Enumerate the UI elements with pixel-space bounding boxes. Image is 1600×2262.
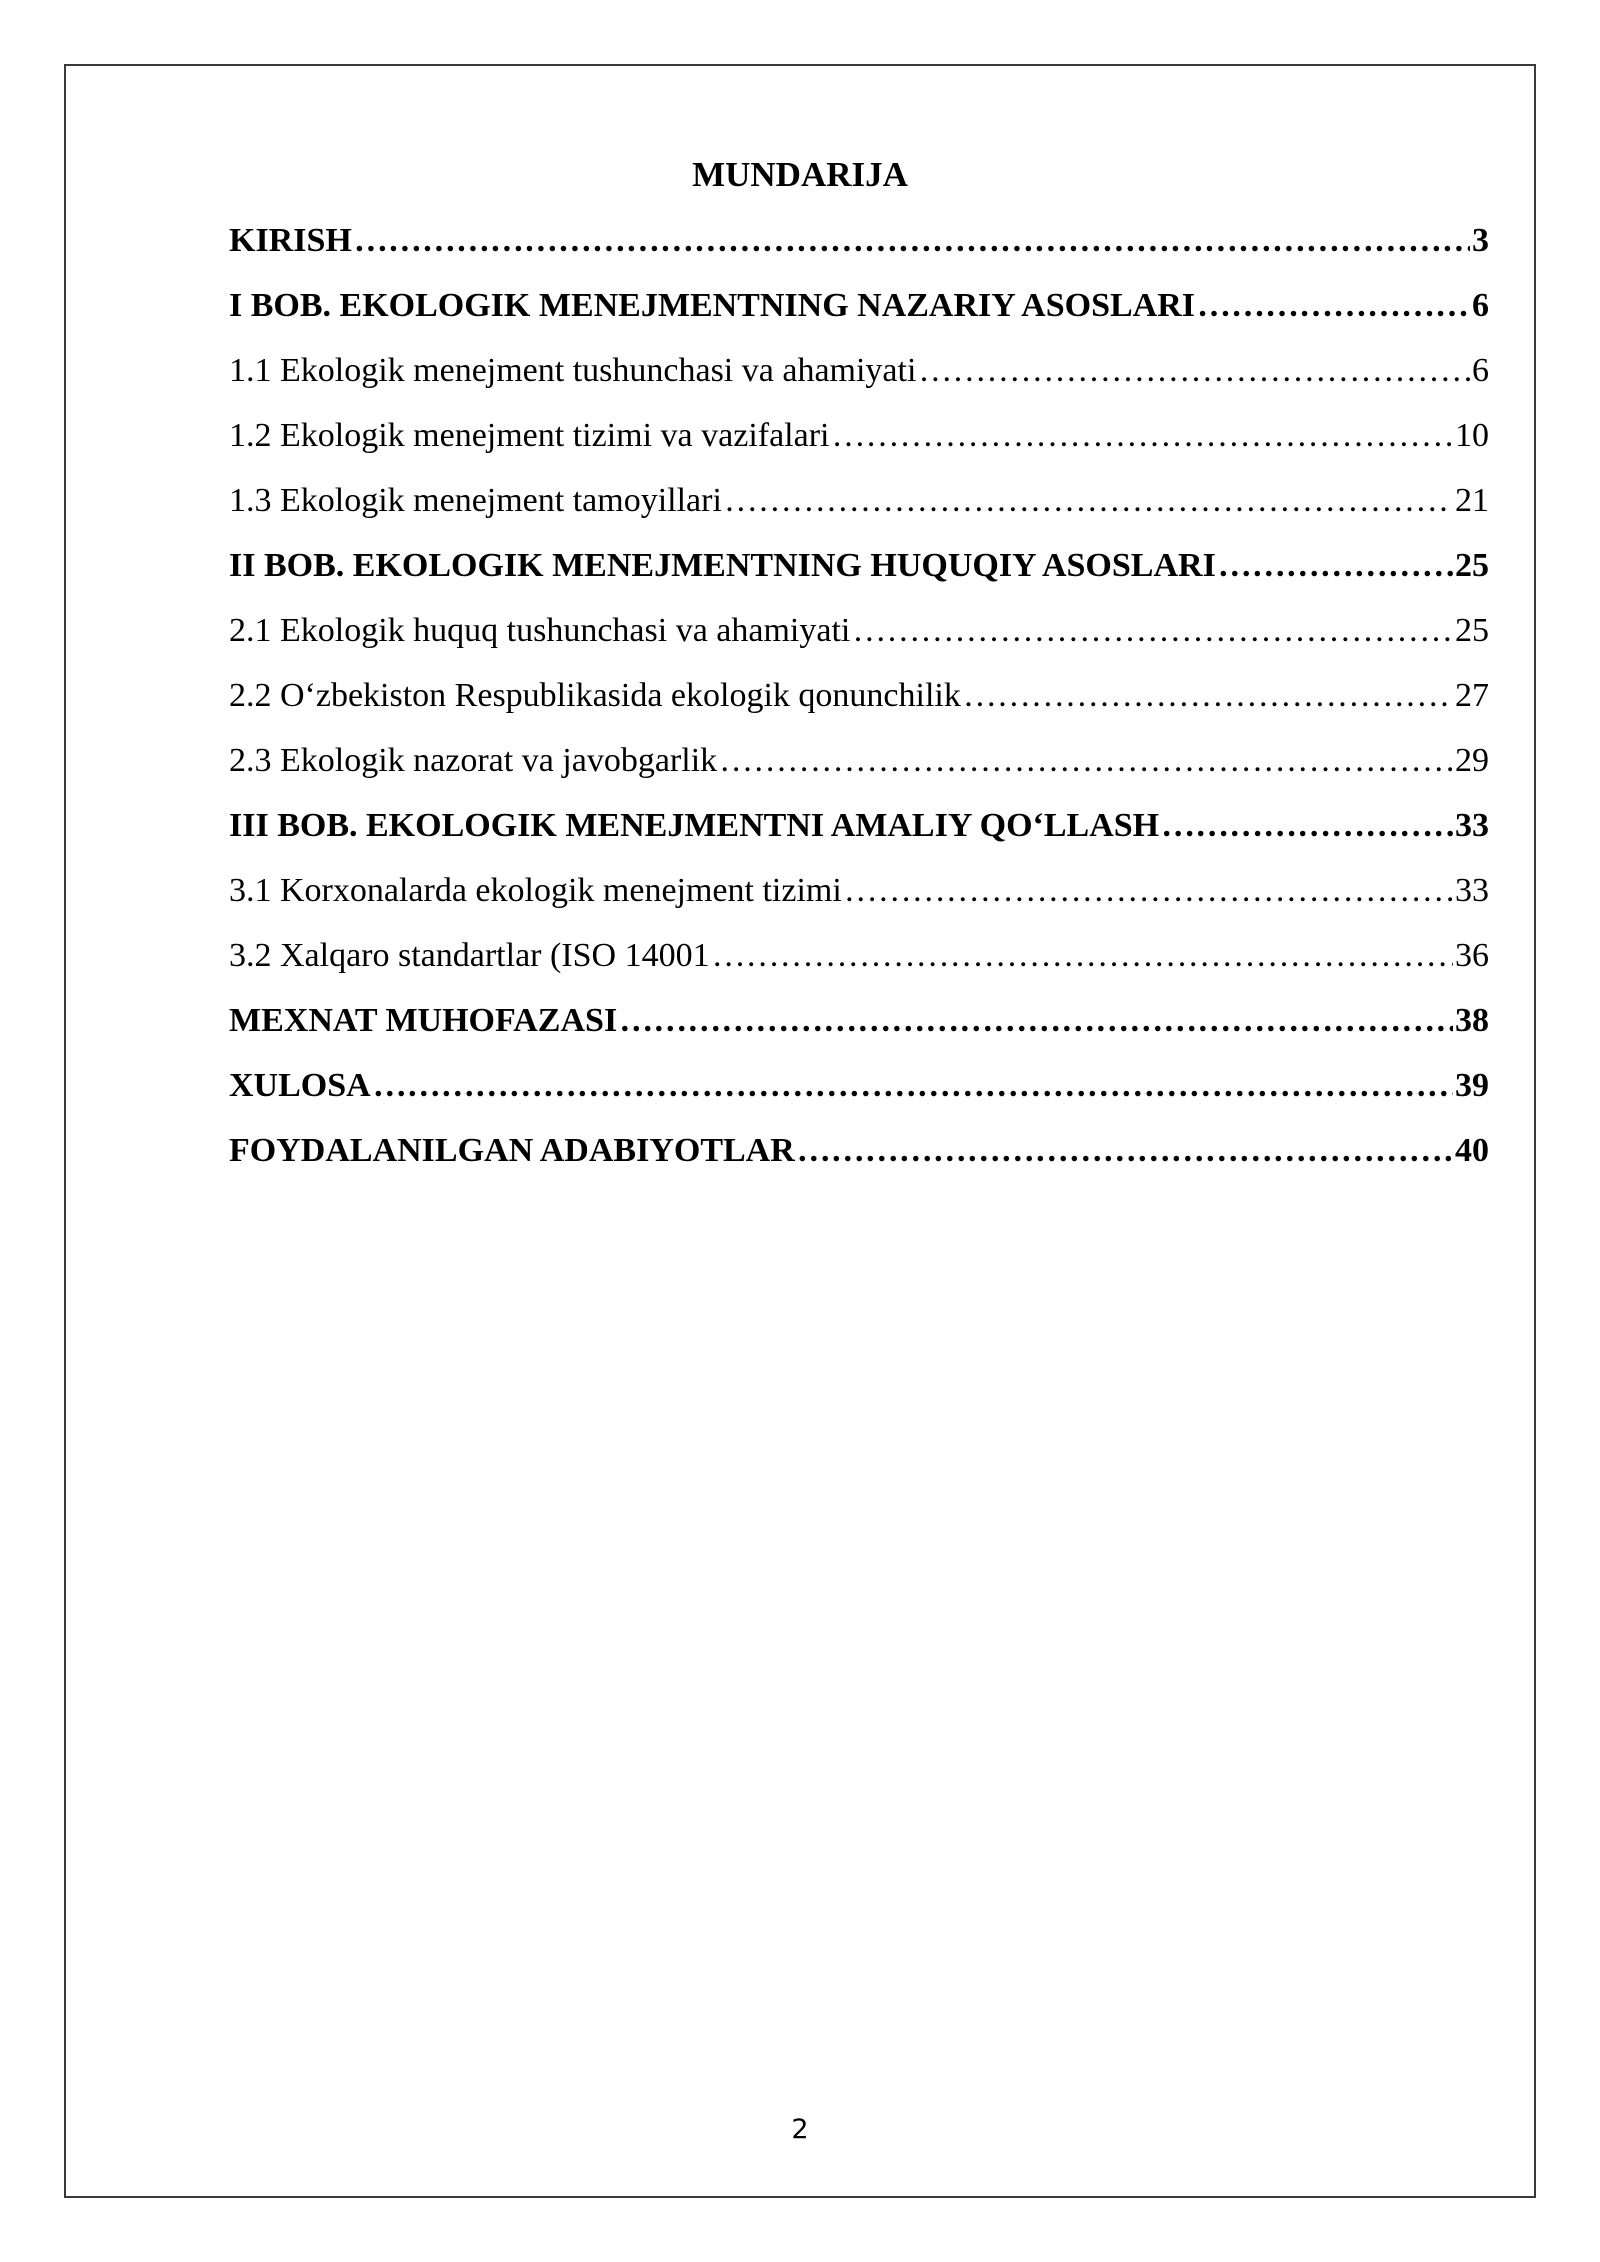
dot-leader: [1218, 538, 1453, 593]
toc-entry-label: 1.1 Ekologik menejment tushunchasi va ahamiyati: [229, 352, 917, 389]
toc-entry-label: 2.3 Ekologik nazorat va javobgarlik: [229, 742, 718, 779]
toc-entry-page: 29: [1455, 742, 1489, 779]
toc-entry-page: 10: [1455, 417, 1489, 454]
toc-entry-page: 33: [1455, 807, 1489, 844]
dot-leader: [373, 1058, 1453, 1113]
toc-entry-label: XULOSA: [229, 1067, 371, 1104]
toc-entry-page: 36: [1455, 937, 1489, 974]
toc-entry-chapter-1[interactable]: [229, 278, 1489, 343]
page-number: 2: [791, 2114, 809, 2145]
toc-entry-page: 27: [1455, 677, 1489, 714]
dot-leader: [354, 213, 1470, 268]
toc-entry-label: FOYDALANILGAN ADABIYOTLAR: [229, 1132, 795, 1169]
toc-entry-page: 6: [1472, 352, 1489, 389]
dot-leader: [797, 1123, 1453, 1178]
toc-entry-page: 33: [1455, 872, 1489, 909]
toc-entry-section-3-2[interactable]: [229, 928, 1489, 993]
toc-entry-page: 39: [1455, 1067, 1489, 1104]
toc-entry-label: 1.2 Ekologik menejment tizimi va vazifalari: [229, 417, 830, 454]
dot-leader: [852, 603, 1453, 658]
toc-entry-label: KIRISH: [229, 222, 352, 259]
toc-entry-page: 25: [1455, 547, 1489, 584]
toc-entry-chapter-3[interactable]: [229, 798, 1489, 863]
toc-entry-page: 21: [1455, 482, 1489, 519]
toc-entry-chapter-2[interactable]: [229, 538, 1489, 603]
toc-entry-label: 3.2 Xalqaro standartlar (ISO 14001: [229, 937, 710, 974]
toc-entry-label: 2.1 Ekologik huquq tushunchasi va ahamiyati: [229, 612, 851, 649]
toc-entry-section-1-2[interactable]: [229, 408, 1489, 473]
dot-leader: [963, 668, 1453, 723]
dot-leader: [1161, 798, 1453, 853]
toc-entry-section-3-1[interactable]: [229, 863, 1489, 928]
toc-entry-section-2-1[interactable]: [229, 603, 1489, 668]
dot-leader: [724, 473, 1453, 528]
toc-entry-mexnat-muhofazasi[interactable]: [229, 993, 1489, 1058]
toc-entry-kirish[interactable]: [229, 213, 1489, 278]
toc-entry-label: 3.1 Korxonalarda ekologik menejment tizimi: [229, 872, 842, 909]
toc-entry-page: 3: [1472, 222, 1489, 259]
toc-title: MUNDARIJA: [692, 155, 908, 194]
toc-entry-label: MEXNAT MUHOFAZASI: [229, 1002, 618, 1039]
toc-entry-page: 38: [1455, 1002, 1489, 1039]
dot-leader: [1197, 278, 1470, 333]
toc-entry-page: 6: [1472, 287, 1489, 324]
toc-entry-section-2-3[interactable]: [229, 733, 1489, 798]
dot-leader: [712, 928, 1453, 983]
dot-leader: [918, 343, 1470, 398]
toc-entry-foydalanilgan-adabiyotlar[interactable]: [229, 1123, 1489, 1188]
table-of-contents: [229, 213, 1489, 1188]
dot-leader: [831, 408, 1453, 463]
dot-leader: [619, 993, 1453, 1048]
toc-entry-page: 40: [1455, 1132, 1489, 1169]
toc-entry-section-1-1[interactable]: [229, 343, 1489, 408]
toc-entry-xulosa[interactable]: [229, 1058, 1489, 1123]
dot-leader: [844, 863, 1453, 918]
dot-leader: [719, 733, 1453, 788]
toc-entry-label: 2.2 O‘zbekiston Respublikasida ekologik qonunchilik: [229, 677, 961, 714]
toc-entry-label: I BOB. EKOLOGIK MENEJMENTNING NAZARIY ASOSLARI: [229, 287, 1196, 324]
toc-entry-page: 25: [1455, 612, 1489, 649]
toc-entry-label: 1.3 Ekologik menejment tamoyillari: [229, 482, 722, 519]
toc-entry-section-1-3[interactable]: [229, 473, 1489, 538]
toc-entry-section-2-2[interactable]: [229, 668, 1489, 733]
toc-entry-label: III BOB. EKOLOGIK MENEJMENTNI AMALIY QO‘LLASH: [229, 807, 1160, 844]
toc-entry-label: II BOB. EKOLOGIK MENEJMENTNING HUQUQIY ASOSLARI: [229, 547, 1216, 584]
